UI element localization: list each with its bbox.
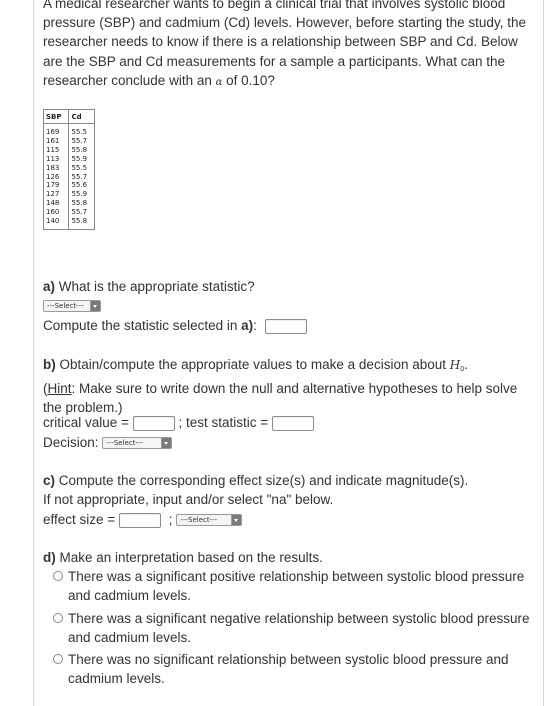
radio-button[interactable]: [53, 571, 63, 581]
option-label: There was a significant positive relationship between systolic blood pressure and cadmium levels.: [68, 569, 525, 604]
alpha-symbol: α: [215, 76, 223, 88]
magnitude-select[interactable]: [176, 514, 242, 526]
table-row: [44, 190, 95, 199]
cd-cell: 55.9: [69, 190, 95, 199]
decision-select-value: ---Select---: [106, 439, 144, 448]
table-row: [44, 199, 95, 208]
cd-cell: 55.7: [69, 173, 95, 182]
table-row: [44, 124, 95, 137]
part-a-label: a): [43, 279, 56, 294]
effect-size-input[interactable]: [119, 513, 161, 528]
part-c-label: c): [43, 473, 56, 488]
sbp-cell: 126: [44, 173, 69, 182]
critical-value-label: critical value =: [43, 415, 133, 430]
cd-cell: 55.8: [69, 199, 95, 208]
data-table: [43, 109, 95, 230]
h-letter: H: [449, 358, 461, 372]
part-a-compute: [43, 316, 533, 335]
magnitude-select-value: ---Select---: [180, 516, 218, 525]
decision-select[interactable]: [102, 437, 172, 449]
interpretation-option-1[interactable]: [53, 567, 538, 605]
part-c-text: Compute the corresponding effect size(s) and indicate magnitude(s).: [55, 473, 469, 488]
cd-cell: 55.7: [69, 208, 95, 217]
chevron-down-icon: [90, 301, 100, 311]
table-row: [44, 146, 95, 155]
table-row: [44, 181, 95, 190]
part-c-effect-row: [43, 510, 533, 529]
sbp-cell: 160: [44, 208, 69, 217]
part-b-values-row: [43, 413, 533, 432]
problem-statement: [43, 0, 541, 92]
cd-cell: 55.8: [69, 146, 95, 155]
sbp-cell: 148: [44, 199, 69, 208]
compute-colon: :: [253, 318, 257, 333]
part-b-text: Obtain/compute the appropriate values to make a decision about: [55, 357, 450, 372]
decision-label: Decision:: [43, 435, 103, 450]
part-b-period: .: [464, 357, 468, 372]
interpretation-option-2[interactable]: [53, 609, 538, 647]
cd-cell: 55.9: [69, 155, 95, 164]
chevron-down-icon: [231, 515, 241, 525]
compute-ref: a): [241, 318, 254, 333]
hint-open: (: [43, 381, 48, 397]
radio-button[interactable]: [53, 613, 63, 623]
table-row: [44, 137, 95, 146]
compute-text: Compute the statistic selected in: [43, 318, 242, 333]
column-header-sbp: SBP: [44, 110, 69, 124]
option-label: There was a significant negative relationship between systolic blood pressure and cadmium levels.: [68, 611, 530, 646]
sbp-cell: 140: [44, 217, 69, 229]
part-d-question: [43, 548, 533, 567]
effect-semicolon: ;: [168, 512, 173, 527]
cd-cell: 55.5: [69, 164, 95, 173]
table-row: [44, 208, 95, 217]
column-header-cd: Cd: [69, 110, 95, 124]
option-label: There was no significant relationship between systolic blood pressure and cadmium levels.: [68, 652, 509, 687]
hint-text: : Make sure to write down the null and alternative hypotheses to help solve the problem.): [43, 381, 518, 416]
part-d-text: Make an interpretation based on the results.: [55, 550, 323, 565]
part-a-question: [43, 277, 533, 296]
part-a-text: What is the appropriate statistic?: [55, 279, 255, 294]
sbp-cell: 161: [44, 137, 69, 146]
sbp-cell: 113: [44, 155, 69, 164]
critical-value-input[interactable]: [133, 416, 175, 431]
problem-text: A medical researcher wants to begin a clinical trial that involves systolic blood pressure (SBP) and cadmium (Cd) levels. However, before starting the study, the researcher needs to know if there is a relationship between SBP and Cd. Below are the SBP and Cd measurements for a sample a participants. What can the researcher conclude with an: [43, 0, 526, 88]
part-b-label: b): [43, 357, 56, 372]
part-c-note: If not appropriate, input and/or select "na" below.: [43, 492, 334, 508]
sbp-cell: 179: [44, 181, 69, 190]
effect-size-label: effect size =: [43, 512, 119, 527]
table-row: [44, 155, 95, 164]
hint-word: Hint: [47, 381, 72, 397]
sbp-cell: 127: [44, 190, 69, 199]
statistic-input[interactable]: [265, 319, 307, 334]
part-b-decision-row: [43, 433, 533, 452]
part-c-question: [43, 471, 533, 509]
test-statistic-input[interactable]: [272, 416, 314, 431]
radio-button[interactable]: [53, 654, 63, 664]
part-b-question: [43, 355, 533, 418]
h-subscript: 0: [460, 366, 465, 373]
statistic-select[interactable]: [43, 300, 101, 312]
cd-cell: 55.5: [69, 124, 95, 137]
sbp-cell: 169: [44, 124, 69, 137]
cd-cell: 55.6: [69, 181, 95, 190]
interpretation-option-3[interactable]: [53, 650, 538, 688]
sbp-cell: 115: [44, 146, 69, 155]
part-d-label: d): [43, 550, 56, 565]
statistic-select-value: ---Select---: [47, 302, 84, 311]
table-header-row: [44, 110, 95, 124]
chevron-down-icon: [161, 438, 171, 448]
cd-cell: 55.8: [69, 217, 95, 229]
table-row: [44, 173, 95, 182]
table-row: [44, 217, 95, 229]
test-statistic-label: ; test statistic =: [178, 415, 272, 430]
problem-text-end: of 0.10?: [222, 72, 275, 88]
sbp-cell: 183: [44, 164, 69, 173]
cd-cell: 55.7: [69, 137, 95, 146]
table-row: [44, 164, 95, 173]
